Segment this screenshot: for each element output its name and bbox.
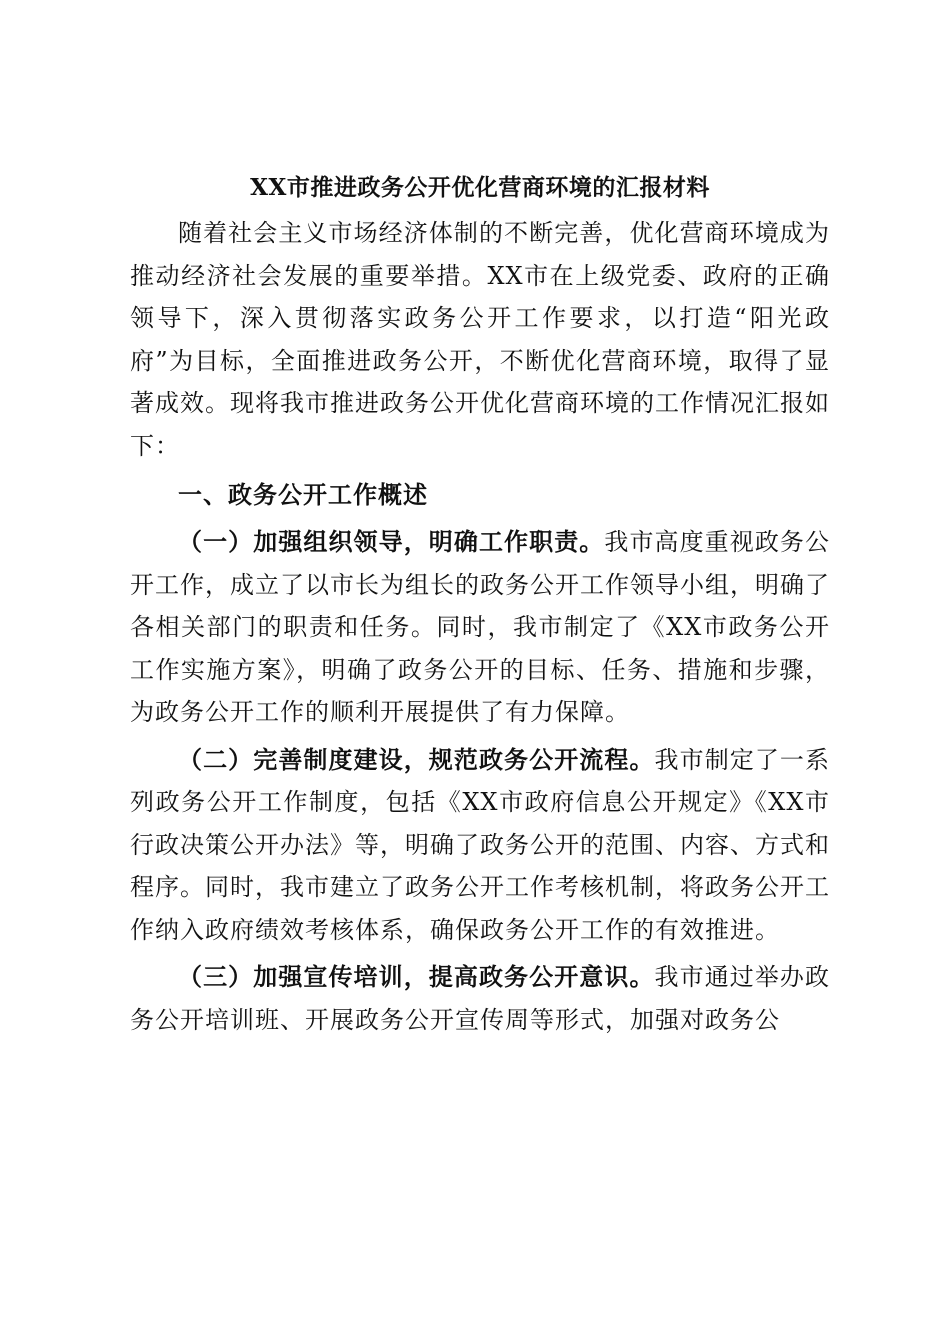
- paragraph-item-2: [130, 739, 830, 952]
- paragraph-item-1: [130, 521, 830, 734]
- paragraph-item-2-lead: （二）完善制度建设，规范政务公开流程。: [178, 744, 655, 774]
- paragraph-item-1-text: 我市高度重视政务公开工作，成立了以市长为组长的政务公开工作领导小组，明确了各相关部门的职责和任务。同时，我市制定了《XX市政务公开工作实施方案》，明确了政务公开的目标、任务、措施和步骤，为政务公开工作的顺利开展提供了有力保障。: [130, 528, 830, 726]
- paragraph-item-3-text: 我市通过举办政务公开培训班、开展政务公开宣传周等形式，加强对政务公: [130, 963, 831, 1034]
- document-body: [130, 168, 830, 1041]
- intro-paragraph: 随着社会主义市场经济体制的不断完善，优化营商环境成为推动经济社会发展的重要举措。XX市在上级党委、政府的正确领导下，深入贯彻落实政务公开工作要求，以打造“阳光政府”为目标，全面推进政务公开，不断优化营商环境，取得了显著成效。现将我市推进政务公开优化营商环境的工作情况汇报如下：: [130, 219, 830, 460]
- paragraph-item-3-lead: （三）加强宣传培训，提高政务公开意识。: [178, 962, 655, 991]
- paragraph-item-2-text: 我市制定了一系列政务公开工作制度，包括《XX市政府信息公开规定》《XX市行政决策公开办法》等，明确了政务公开的范围、内容、方式和程序。同时，我市建立了政务公开工作考核机制，将政务公开工作纳入政府绩效考核体系，确保政务公开工作的有效推进。: [130, 745, 831, 944]
- paragraph-item-3: [130, 956, 830, 1041]
- section-heading-overview: 一、政务公开工作概述: [178, 481, 428, 509]
- paragraph-item-1-lead: （一）加强组织领导，明确工作职责。: [178, 527, 605, 556]
- document-title: XX市推进政务公开优化营商环境的汇报材料: [250, 174, 710, 201]
